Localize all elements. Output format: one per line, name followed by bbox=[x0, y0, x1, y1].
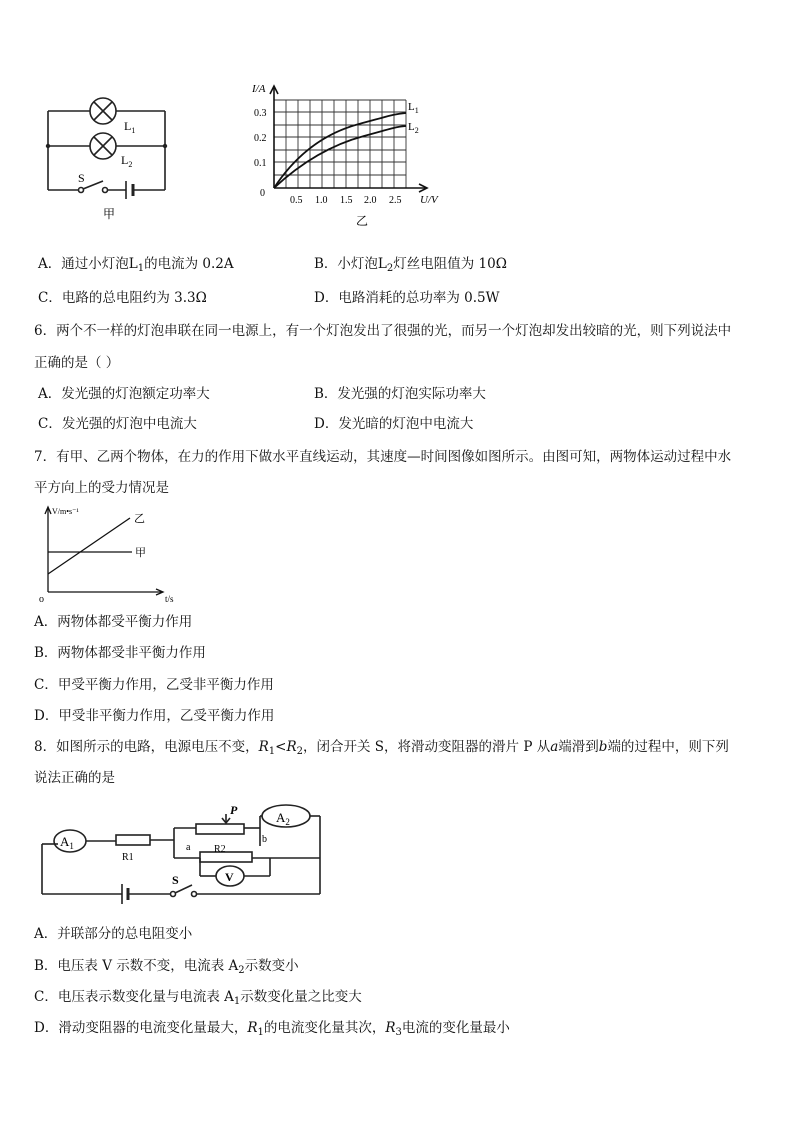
end-b-label: b bbox=[262, 834, 267, 845]
q6-stem-line1: 6．两个不一样的灯泡串联在同一电源上，有一个灯泡发出了很强的光，而另一个灯泡却发出较暗的光，则下列说法中 bbox=[34, 323, 732, 339]
x-tick-label: 2.0 bbox=[364, 195, 377, 206]
q6-option-b[interactable]: B．发光强的灯泡实际功率大 bbox=[314, 386, 486, 402]
q7-option-d[interactable]: D．甲受非平衡力作用，乙受平衡力作用 bbox=[34, 708, 275, 724]
slider-p-label: P bbox=[230, 804, 238, 817]
velocity-time-graph bbox=[34, 504, 184, 604]
line-yi bbox=[48, 518, 130, 574]
y-tick-label: 0.2 bbox=[254, 133, 267, 144]
y-tick-label: 0.1 bbox=[254, 158, 267, 169]
series-label-l1: $L_1$ bbox=[408, 101, 419, 115]
rheostat-circuit-diagram bbox=[36, 804, 326, 904]
q6-option-c[interactable]: C．发光强的灯泡中电流大 bbox=[38, 416, 197, 432]
figure-caption-jia: 甲 bbox=[103, 207, 116, 221]
x-axis-label: t/s bbox=[165, 594, 174, 604]
lamp-circuit-diagram bbox=[40, 88, 180, 222]
switch-label: S bbox=[172, 873, 179, 887]
q8-option-c[interactable]: C．电压表示数变化量与电流表 $A_1$示数变化量之比变大 bbox=[34, 989, 362, 1007]
q8-option-d[interactable]: D．滑动变阻器的电流变化量最大，$R_1$的电流变化量其次，$R_3$电流的变化量最小 bbox=[34, 1020, 510, 1038]
q5-option-d[interactable]: D．电路消耗的总功率为 0.5W bbox=[314, 290, 500, 306]
q7-stem-line2: 平方向上的受力情况是 bbox=[34, 480, 169, 496]
x-tick-label: 2.5 bbox=[389, 195, 402, 206]
curve-l1 bbox=[274, 113, 406, 188]
y-axis-label: V/m•s⁻¹ bbox=[52, 507, 79, 516]
ammeter-a1-label: $A_1$ bbox=[60, 834, 74, 851]
q5-option-a[interactable]: A．通过小灯泡$L_1$的电流为 0.2A bbox=[38, 256, 234, 274]
series-label-l2: $L_2$ bbox=[408, 121, 419, 135]
x-axis-label: U/V bbox=[420, 194, 438, 206]
line-yi-label: 乙 bbox=[134, 513, 145, 525]
iu-graph bbox=[244, 80, 454, 232]
q6-option-a[interactable]: A．发光强的灯泡额定功率大 bbox=[38, 386, 210, 402]
q8-option-b[interactable]: B．电压表 V 示数不变，电流表 $A_2$示数变小 bbox=[34, 958, 299, 976]
x-tick-label: 1.5 bbox=[340, 195, 353, 206]
x-tick-label: 0.5 bbox=[290, 195, 303, 206]
origin-label: o bbox=[39, 594, 44, 604]
q5-option-b[interactable]: B．小灯泡$L_2$灯丝电阻值为 10Ω bbox=[314, 256, 507, 274]
q7-stem-line1: 7．有甲、乙两个物体，在力的作用下做水平直线运动，其速度—时间图像如图所示。由图可知，两物体运动过程中水 bbox=[34, 449, 732, 465]
figure-caption-yi: 乙 bbox=[356, 214, 369, 228]
q8-stem-line1: 8．如图所示的电路，电源电压不变，$R_1<R_2$，闭合开关 S，将滑动变阻器的滑片 P 从a端滑到b端的过程中，则下列 bbox=[34, 739, 729, 757]
q8-stem-line2: 说法正确的是 bbox=[34, 770, 115, 786]
q6-option-d[interactable]: D．发光暗的灯泡中电流大 bbox=[314, 416, 474, 432]
q8-option-a[interactable]: A．并联部分的总电阻变小 bbox=[34, 926, 193, 942]
q7-option-a[interactable]: A．两物体都受平衡力作用 bbox=[34, 614, 193, 630]
line-jia-label: 甲 bbox=[135, 547, 146, 559]
lamp-l1-label: $L_1$ bbox=[124, 119, 136, 135]
switch-label: S bbox=[78, 171, 85, 185]
ammeter-a2-label: $A_2$ bbox=[276, 810, 290, 827]
q5-option-c[interactable]: C．电路的总电阻约为 3.3Ω bbox=[38, 290, 207, 306]
origin-label: 0 bbox=[260, 188, 265, 199]
curve-l2 bbox=[274, 126, 406, 188]
y-tick-label: 0.3 bbox=[254, 108, 267, 119]
q7-option-c[interactable]: C．甲受平衡力作用，乙受非平衡力作用 bbox=[34, 677, 274, 693]
lamp-l2-label: $L_2$ bbox=[121, 153, 133, 169]
q7-option-b[interactable]: B．两物体都受非平衡力作用 bbox=[34, 645, 206, 661]
r2-label: R2 bbox=[214, 844, 226, 855]
voltmeter-label: V bbox=[225, 870, 234, 884]
r1-label: R1 bbox=[122, 852, 134, 863]
y-axis-label: I/A bbox=[252, 83, 266, 95]
end-a-label: a bbox=[186, 842, 191, 853]
q6-stem-line2: 正确的是（ ） bbox=[34, 355, 120, 371]
x-tick-label: 1.0 bbox=[315, 195, 328, 206]
